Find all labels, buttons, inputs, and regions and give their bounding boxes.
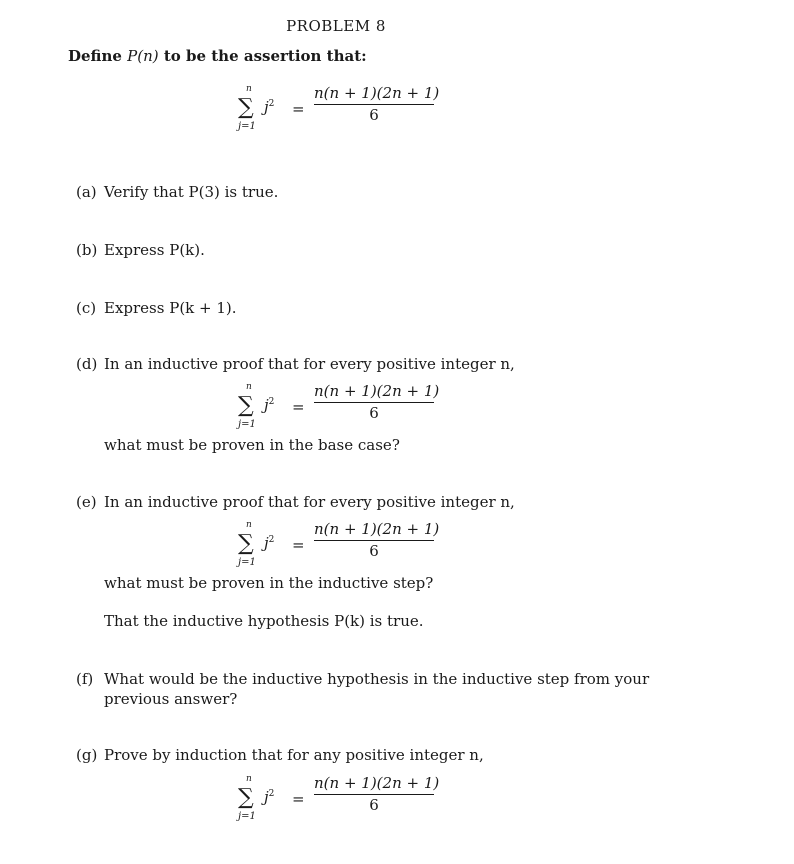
question-text: what must be proven in the base case?	[104, 436, 400, 454]
question-label: (f)	[76, 670, 94, 688]
fraction-numerator: n(n + 1)(2n + 1)	[314, 382, 440, 400]
sum-lower-limit: j=1	[238, 557, 256, 568]
question-f	[76, 669, 649, 709]
sum-lower-limit: j=1	[238, 811, 256, 822]
question-e-followup	[104, 573, 433, 593]
equation-main	[238, 84, 458, 140]
question-label: (e)	[76, 493, 97, 511]
question-label: (c)	[76, 299, 97, 317]
question-text: Express P(k + 1).	[104, 299, 237, 317]
question-g	[76, 745, 484, 765]
equation-e	[238, 520, 458, 576]
fraction-numerator: n(n + 1)(2n + 1)	[314, 774, 440, 792]
question-text: What would be the inductive hypothesis in the inductive step from your	[104, 670, 650, 688]
sigma-symbol: ∑	[238, 785, 254, 810]
question-label: (d)	[76, 355, 98, 373]
sum-lower-limit: j=1	[238, 121, 256, 132]
question-d	[76, 354, 515, 374]
sum-upper-limit: n	[246, 774, 252, 784]
equation-d	[238, 382, 458, 438]
summand: $j^2$	[264, 788, 275, 806]
sigma-symbol: ∑	[238, 95, 254, 120]
equals-sign: =	[292, 790, 305, 808]
summand: $j^2$	[264, 396, 275, 414]
question-a	[76, 182, 278, 202]
intro-expression: P(n)	[127, 47, 159, 65]
answer-e	[104, 611, 424, 631]
summand: $j^2$	[264, 98, 275, 116]
question-text: Express P(k).	[104, 241, 205, 259]
intro-statement	[68, 47, 367, 65]
sum-upper-limit: n	[246, 382, 252, 392]
fraction-bar	[314, 402, 434, 403]
question-text-continued: previous answer?	[104, 690, 238, 708]
question-text: Verify that P(3) is true.	[104, 183, 279, 201]
question-b	[76, 240, 205, 260]
problem-title: PROBLEM 8	[286, 17, 386, 35]
intro-rest: to be the assertion that:	[163, 47, 367, 65]
sum-upper-limit: n	[246, 520, 252, 530]
sigma-symbol: ∑	[238, 393, 254, 418]
sigma-symbol: ∑	[238, 531, 254, 556]
fraction-denominator: 6	[369, 106, 379, 124]
equals-sign: =	[292, 398, 305, 416]
question-text: Prove by induction that for any positive integer n,	[104, 746, 484, 764]
question-d-followup	[104, 435, 400, 455]
fraction-bar	[314, 104, 434, 105]
fraction-denominator: 6	[369, 542, 379, 560]
equation-g	[238, 774, 458, 830]
equals-sign: =	[292, 100, 305, 118]
fraction-denominator: 6	[369, 796, 379, 814]
summand: $j^2$	[264, 534, 275, 552]
question-label: (b)	[76, 241, 98, 259]
intro-text: Define	[68, 47, 122, 65]
question-text: what must be proven in the inductive step?	[104, 574, 434, 592]
fraction-numerator: n(n + 1)(2n + 1)	[314, 84, 440, 102]
question-e	[76, 492, 515, 512]
question-text: In an inductive proof that for every positive integer n,	[104, 493, 515, 511]
question-text: In an inductive proof that for every positive integer n,	[104, 355, 515, 373]
question-c	[76, 298, 237, 318]
question-label: (a)	[76, 183, 97, 201]
sum-upper-limit: n	[246, 84, 252, 94]
fraction-bar	[314, 540, 434, 541]
answer-text: That the inductive hypothesis P(k) is true.	[104, 612, 424, 630]
fraction-denominator: 6	[369, 404, 379, 422]
fraction-bar	[314, 794, 434, 795]
fraction-numerator: n(n + 1)(2n + 1)	[314, 520, 440, 538]
sum-lower-limit: j=1	[238, 419, 256, 430]
equals-sign: =	[292, 536, 305, 554]
question-label: (g)	[76, 746, 98, 764]
